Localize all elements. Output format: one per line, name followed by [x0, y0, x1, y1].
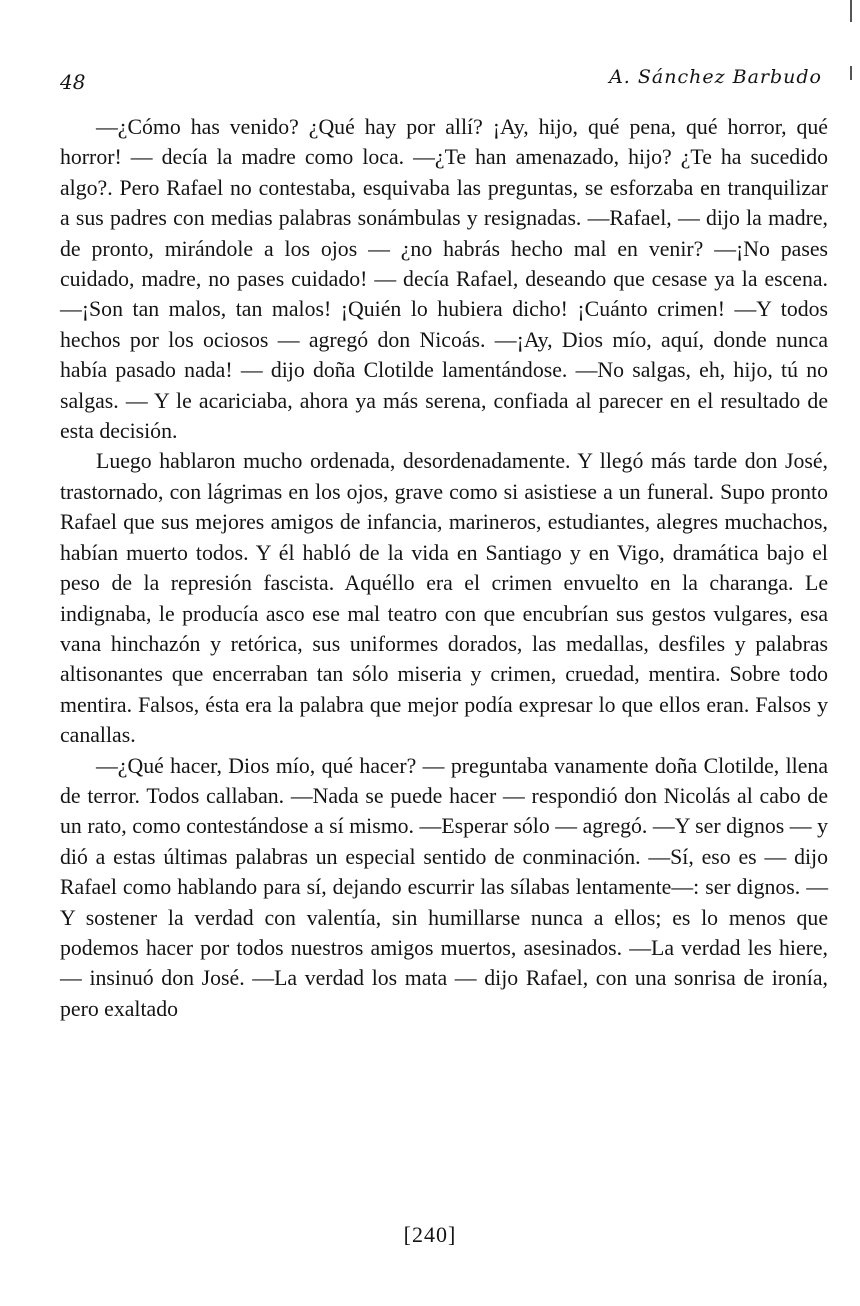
body-text: [60, 112, 828, 1024]
paragraph: Luego hablaron mucho ordenada, desordenadamente. Y llegó más tarde don José, trastornado, con lágrimas en los ojos, grave como si asistiese a un funeral. Supo pronto Rafael que sus mejores amigos de infancia, marineros, estudiantes, alegres muchachos, habían muerto todos. Y él habló de la vida en Santiago y en Vigo, dramática bajo el peso de la represión fascista. Aquéllo era el crimen envuelto en la charanga. Le indignaba, le producía asco ese mal teatro con que encubrían sus gestos vulgares, esa vana hinchazón y retórica, sus uniformes dorados, las medallas, desfiles y palabras altisonantes que encerraban tan sólo miseria y crimen, cruedad, mentira. Sobre todo mentira. Falsos, ésta era la palabra que mejor podía expresar lo que ellos eran. Falsos y canallas.: [60, 449, 828, 748]
running-head-author: A. Sánchez Barbudo: [609, 66, 822, 88]
page-number: 48: [60, 70, 86, 94]
folio: [240]: [403, 1222, 457, 1247]
scan-edge-mark: [850, 66, 852, 80]
paragraph: —¿Qué hacer, Dios mío, qué hacer? — preguntaba vanamente doña Clotilde, llena de terror. Todos callaban. —Nada se puede hacer — respondió don Nicolás al cabo de un rato, como contestándose a sí mismo. —Esperar sólo — agregó. —Y ser dignos — y dió a estas últimas palabras un especial sentido de conminación. —Sí, eso es — dijo Rafael como hablando para sí, dejando escurrir las sílabas lentamente—: ser dignos. —Y sostener la verdad con valentía, sin humillarse nunca a ellos; es lo menos que podemos hacer por todos nuestros amigos muertos, asesinados. —La verdad les hiere, — insinuó don José. —La verdad los mata — dijo Rafael, con una sonrisa de ironía, pero exaltado: [60, 753, 828, 1021]
paragraph: —¿Cómo has venido? ¿Qué hay por allí? ¡Ay, hijo, qué pena, qué horror, qué horror! — decía la madre como loca. —¿Te han amenazado, hijo? ¿Te ha sucedido algo?. Pero Rafael no contestaba, esquivaba las preguntas, se esforzaba en tranquilizar a sus padres con medias palabras sonámbulas y resignadas. —Rafael, — dijo la madre, de pronto, mirándole a los ojos — ¿no habrás hecho mal en venir? —¡No pases cuidado, madre, no pases cuidado! — decía Rafael, deseando que cesase ya la escena. —¡Son tan malos, tan malos! ¡Quién lo hubiera dicho! ¡Cuánto crimen! —Y todos hechos por los ociosos — agregó don Nicoás. —¡Ay, Dios mío, aquí, donde nunca había pasado nada! — dijo doña Clotilde lamentándose. —No salgas, eh, hijo, tú no salgas. — Y le acariciaba, ahora ya más serena, confiada al parecer en el resultado de esta decisión.: [60, 115, 828, 444]
scan-edge-mark: [850, 0, 852, 22]
running-head: [60, 64, 822, 94]
